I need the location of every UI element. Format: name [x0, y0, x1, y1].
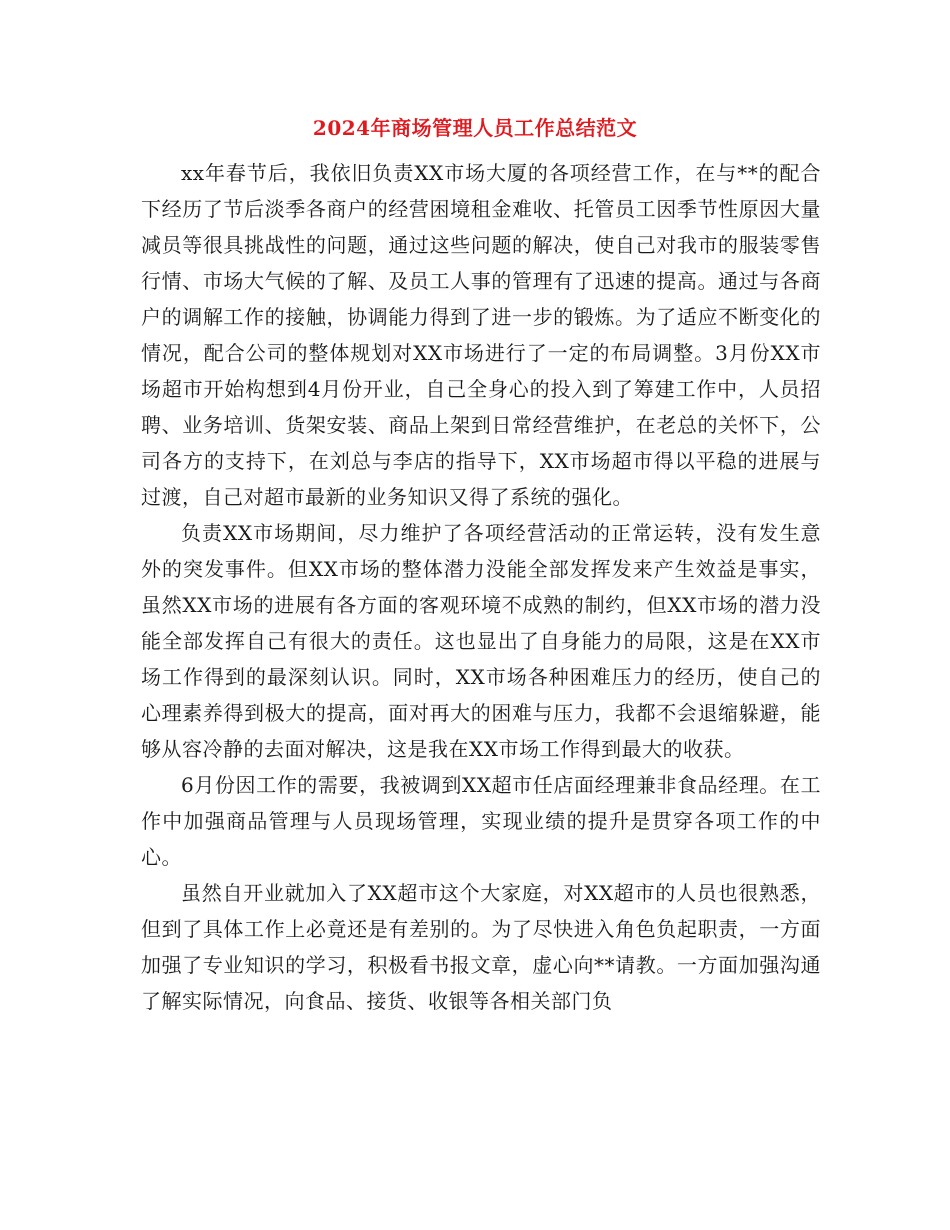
paragraph: 负责XX市场期间，尽力维护了各项经营活动的正常运转，没有发生意外的突发事件。但XX市场的整体潜力没能全部发挥发来产生效益是事实，虽然XX市场的进展有各方面的客观环境不成熟的制约，但XX市场的潜力没能全部发挥自己有很大的责任。这也显出了自身能力的局限，这是在XX市场工作得到的最深刻认识。同时，XX市场各种困难压力的经历，使自己的心理素养得到极大的提高，面对再大的困难与压力，我都不会退缩躲避，能够从容冷静的去面对解决，这是我在XX市场工作得到最大的收获。: [141, 521, 821, 761]
paragraph: xx年春节后，我依旧负责XX市场大厦的各项经营工作，在与**的配合下经历了节后淡季各商户的经营困境租金难收、托管员工因季节性原因大量减员等很具挑战性的问题，通过这些问题的解决，使自己对我市的服装零售行情、市场大气候的了解、及员工人事的管理有了迅速的提高。通过与各商户的调解工作的接触，协调能力得到了进一步的锻炼。为了适应不断变化的情况，配合公司的整体规划对XX市场进行了一定的布局调整。3月份XX市场超市开始构想到4月份开业，自己全身心的投入到了筹建工作中，人员招聘、业务培训、货架安装、商品上架到日常经营维护，在老总的关怀下，公司各方的支持下，在刘总与李店的指导下，XX市场超市得以平稳的进展与过渡，自己对超市最新的业务知识又得了系统的强化。: [141, 161, 821, 509]
document-body: [141, 155, 821, 1019]
paragraph: 虽然自开业就加入了XX超市这个大家庭，对XX超市的人员也很熟悉，但到了具体工作上必竟还是有差别的。为了尽快进入角色负起职责，一方面加强了专业知识的学习，积极看书报文章，虚心向**请教。一方面加强沟通了解实际情况，向食品、接货、收银等各相关部门负: [141, 881, 821, 1013]
paragraph: 6月份因工作的需要，我被调到XX超市任店面经理兼非食品经理。在工作中加强商品管理与人员现场管理，实现业绩的提升是贯穿各项工作的中心。: [141, 773, 821, 869]
document-title: 2024年商场管理人员工作总结范文: [312, 116, 638, 140]
